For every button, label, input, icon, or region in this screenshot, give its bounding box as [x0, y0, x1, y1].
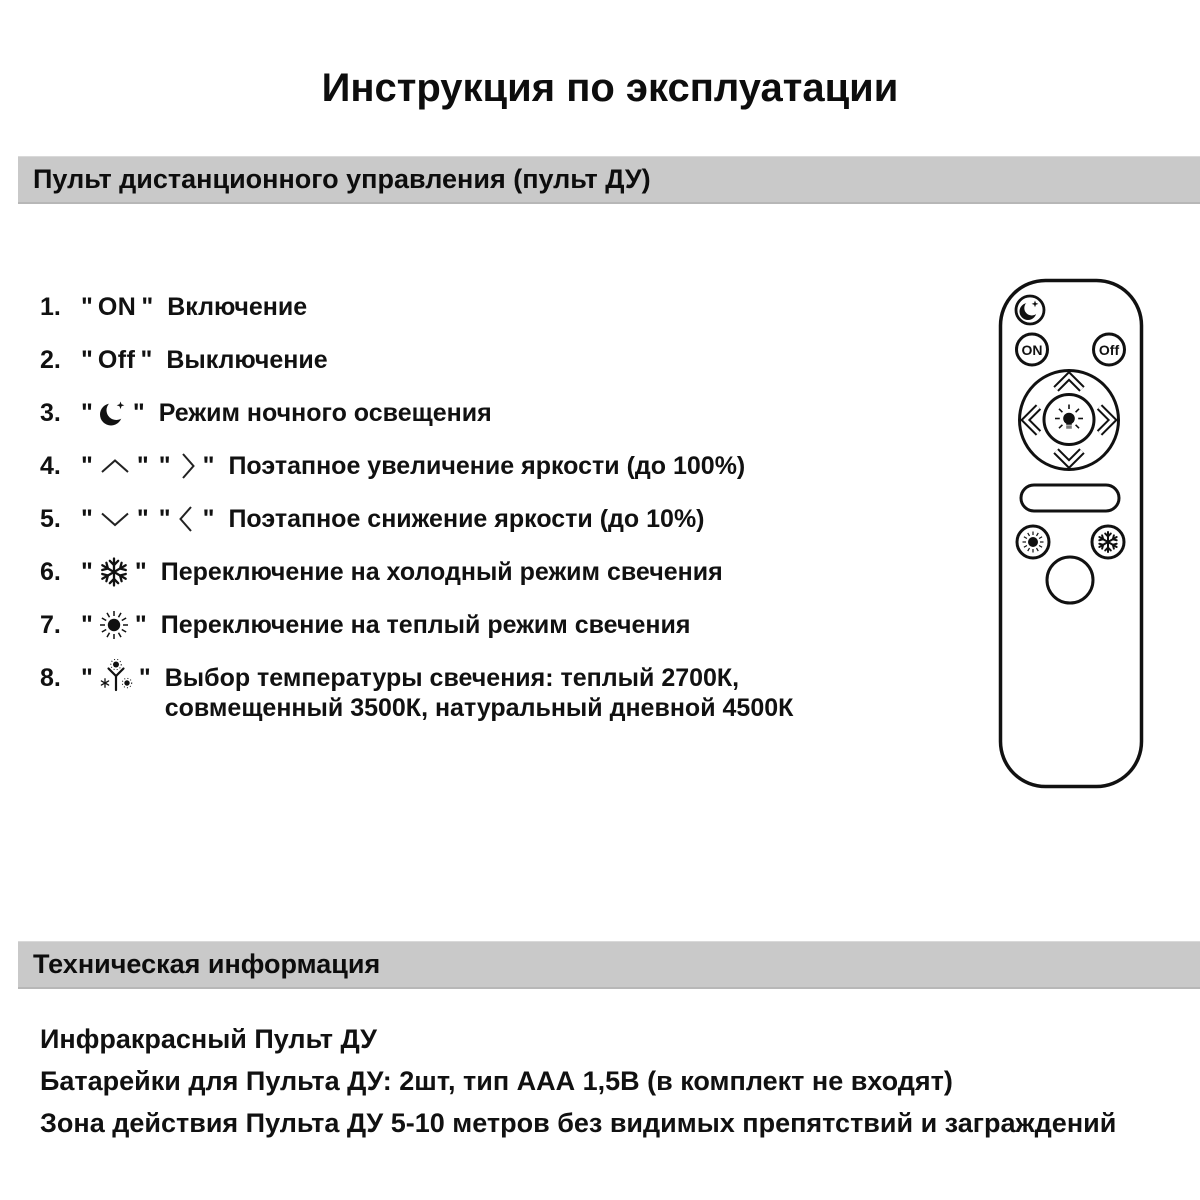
quote-mark: ": [132, 399, 145, 427]
item-symbols: [76, 451, 219, 481]
item-symbols: [76, 345, 157, 375]
svg-text:ON: ON: [1021, 342, 1043, 358]
instruction-list: [40, 292, 970, 746]
quote-mark: ": [81, 399, 93, 427]
page-title: Инструкция по эксплуатации: [321, 66, 899, 110]
quote-mark: ": [158, 505, 171, 533]
item-text: Включение: [167, 293, 308, 321]
item-number: 5.: [40, 505, 61, 533]
quote-mark: ": [136, 452, 149, 480]
instruction-item: [40, 292, 970, 322]
item-number: 7.: [40, 611, 61, 639]
item-text: Переключение на холодный режим свечения: [160, 558, 723, 586]
quote-mark: ": [138, 664, 151, 692]
instruction-item: [40, 504, 970, 534]
item-symbols: [76, 663, 156, 693]
sun-icon: [98, 610, 130, 640]
quote-mark: ": [158, 452, 171, 480]
quote-mark: ": [81, 558, 93, 586]
item-text: Выбор температуры свечения: теплый 2700К, совмещенный 3500К, натуральный дневной 4500К: [164, 664, 794, 722]
technical-line: Зона действия Пульта ДУ 5-10 метров без видимых препятствий и заграждений: [40, 1108, 1117, 1138]
chevron-left-icon: [176, 504, 198, 534]
section-header-label: Пульт дистанционного управления (пульт ДУ): [33, 164, 651, 194]
item-number: 3.: [40, 399, 61, 427]
item-number: 8.: [40, 664, 61, 692]
button-label: Off: [97, 346, 136, 374]
chevron-down-icon: [98, 504, 132, 534]
item-number: 6.: [40, 558, 61, 586]
item-text: Режим ночного освещения: [158, 399, 492, 427]
temperature-select-icon: [98, 663, 134, 693]
item-symbols: [76, 504, 219, 534]
technical-info: [40, 1026, 1116, 1152]
item-text: Поэтапное увеличение яркости (до 100%): [228, 452, 746, 480]
quote-mark: ": [140, 346, 153, 374]
snowflake-icon: [98, 557, 130, 587]
quote-mark: ": [81, 505, 93, 533]
item-symbols: [76, 292, 158, 322]
item-text: Выключение: [166, 346, 328, 374]
item-symbols: [76, 557, 152, 587]
chevron-right-icon: [176, 451, 198, 481]
technical-line: Инфракрасный Пульт ДУ: [40, 1024, 377, 1054]
instruction-item: [40, 345, 970, 375]
remote-illustration: [998, 278, 1144, 794]
svg-text:Off: Off: [1098, 342, 1120, 358]
quote-mark: ": [81, 293, 93, 321]
item-symbols: [76, 398, 150, 428]
quote-mark: ": [136, 505, 149, 533]
quote-mark: ": [81, 452, 93, 480]
moon-icon: [98, 398, 128, 428]
chevron-up-icon: [98, 451, 132, 481]
item-text: Переключение на теплый режим свечения: [160, 611, 691, 639]
item-number: 1.: [40, 293, 61, 321]
quote-mark: ": [134, 611, 147, 639]
item-text: Поэтапное снижение яркости (до 10%): [228, 505, 705, 533]
warm-sun-icon: [1028, 537, 1038, 547]
item-symbols: [76, 610, 152, 640]
quote-mark: ": [134, 558, 147, 586]
instruction-item: [40, 398, 970, 428]
button-label: ON: [97, 293, 137, 321]
section-header-remote: [18, 156, 1200, 204]
instruction-item: [40, 663, 970, 723]
section-header-technical: [18, 941, 1200, 989]
instruction-item: [40, 451, 970, 481]
instruction-item: [40, 557, 970, 587]
quote-mark: ": [202, 452, 215, 480]
quote-mark: ": [81, 611, 93, 639]
section-header-label: Техническая информация: [33, 949, 381, 979]
item-number: 2.: [40, 346, 61, 374]
quote-mark: ": [141, 293, 154, 321]
quote-mark: ": [81, 664, 93, 692]
quote-mark: ": [81, 346, 93, 374]
quote-mark: ": [202, 505, 215, 533]
item-number: 4.: [40, 452, 61, 480]
instruction-item: [40, 610, 970, 640]
technical-line: Батарейки для Пульта ДУ: 2шт, тип ААА 1,5В (в комплект не входят): [40, 1066, 953, 1096]
